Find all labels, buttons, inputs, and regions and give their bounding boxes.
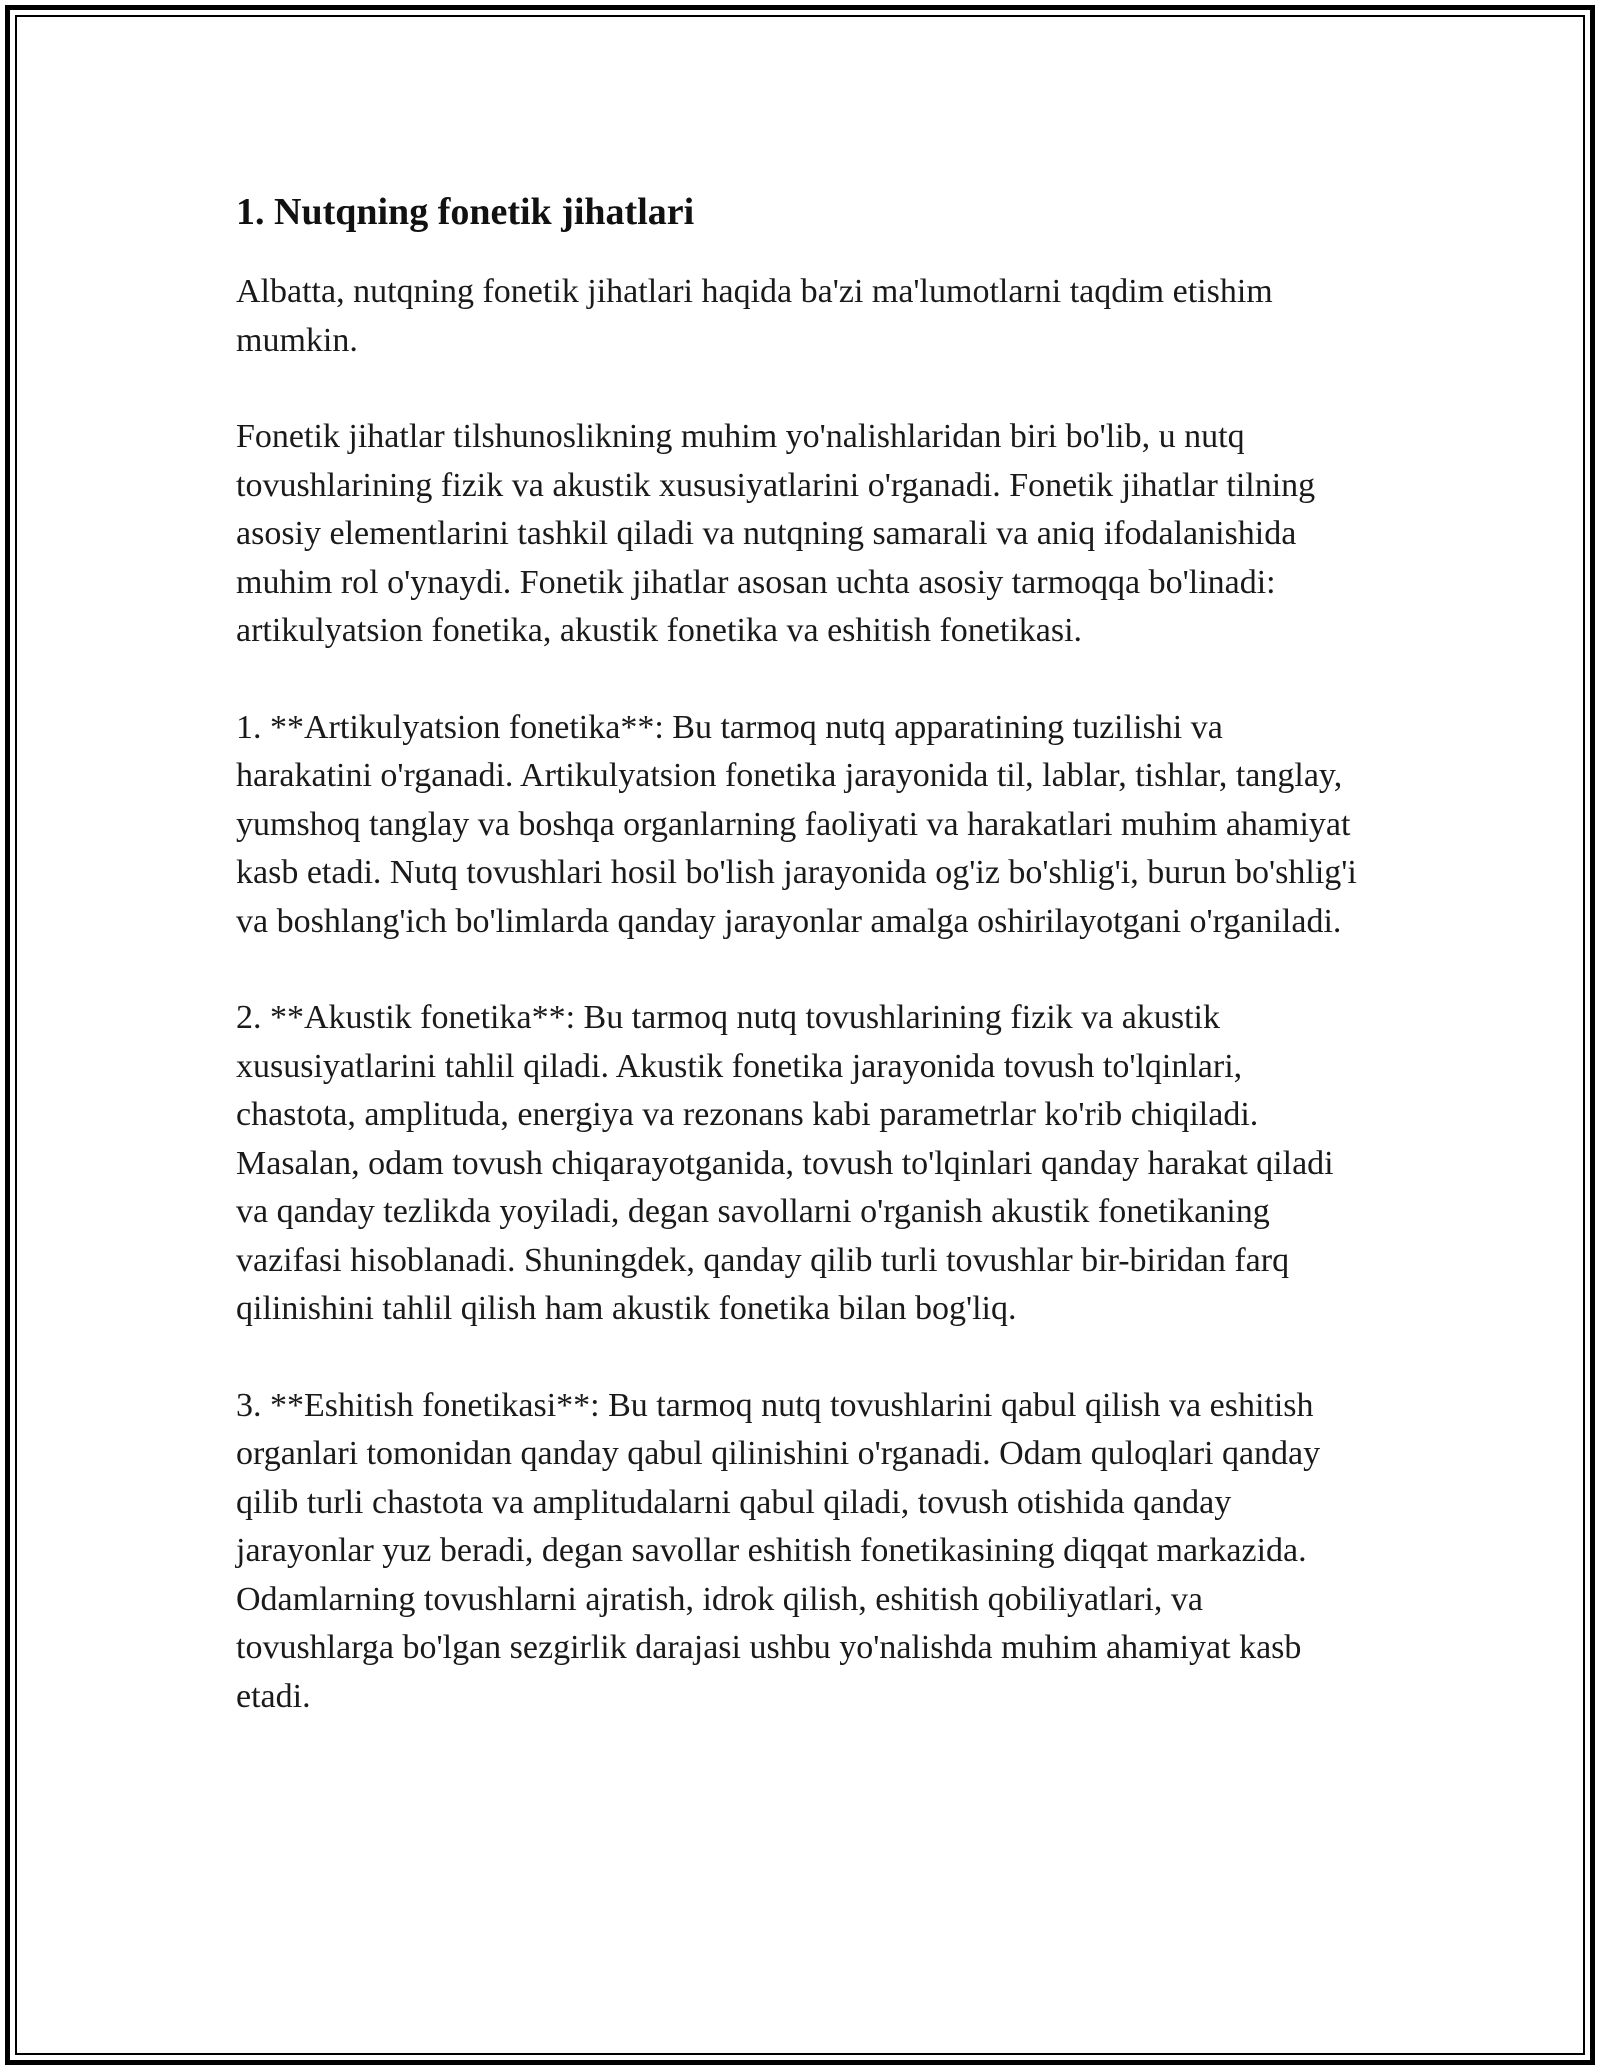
paragraph-acoustic-phonetics: 2. **Akustik fonetika**: Bu tarmoq nutq tovushlarining fizik va akustik xususiyatlarini tahlil qiladi. Akustik fonetika jarayonida tovush to'lqinlari, chastota, amplituda, energiya va rezonans kabi parametrlar ko'rib chiqiladi. Masalan, odam tovush chiqarayotganida, tovush to'lqinlari qanday harakat qiladi va qanday tezlikda yoyiladi, degan savollarni o'rganish akustik fonetikaning vazifasi hisoblanadi. Shuningdek, qanday qilib turli tovushlar bir-biridan farq qilinishini tahlil qilish ham akustik fonetika bilan bog'liq.: [236, 999, 1334, 1327]
paragraph-intro: Albatta, nutqning fonetik jihatlari haqida ba'zi ma'lumotlarni taqdim etishim mumkin.: [236, 273, 1273, 359]
document-title: 1. Nutqning fonetik jihatlari: [236, 191, 695, 233]
paragraph-overview: Fonetik jihatlar tilshunoslikning muhim yo'nalishlaridan biri bo'lib, u nutq tovushlarining fizik va akustik xususiyatlarini o'rganadi. Fonetik jihatlar tilning asosiy elementlarini tashkil qiladi va nutqning samarali va aniq ifodalanishida muhim rol o'ynaydi. Fonetik jihatlar asosan uchta asosiy tarmoqqa bo'linadi: artikulyatsion fonetika, akustik fonetika va eshitish fonetikasi.: [236, 418, 1316, 649]
paragraph-auditory-phonetics: 3. **Eshitish fonetikasi**: Bu tarmoq nutq tovushlarini qabul qilish va eshitish organlari tomonidan qanday qabul qilinishini o'rganadi. Odam quloqlari qanday qilib turli chastota va amplitudalarni qabul qiladi, tovush otishida qanday jarayonlar yuz beradi, degan savollar eshitish fonetikasining diqqat markazida. Odamlarning tovushlarni ajratish, idrok qilish, eshitish qobiliyatlari, va tovushlarga bo'lgan sezgirlik darajasi ushbu yo'nalishda muhim ahamiyat kasb etadi.: [236, 1386, 1321, 1715]
paragraph-articulatory-phonetics: 1. **Artikulyatsion fonetika**: Bu tarmoq nutq apparatining tuzilishi va harakatini o'rganadi. Artikulyatsion fonetika jarayonida til, lablar, tishlar, tanglay, yumshoq tanglay va boshqa organlarning faoliyati va harakatlari muhim ahamiyat kasb etadi. Nutq tovushlari hosil bo'lish jarayonida og'iz bo'shlig'i, burun bo'shlig'i va boshlang'ich bo'limlarda qanday jarayonlar amalga oshirilayotgani o'rganiladi.: [236, 708, 1357, 940]
document-body: [236, 186, 1366, 1769]
